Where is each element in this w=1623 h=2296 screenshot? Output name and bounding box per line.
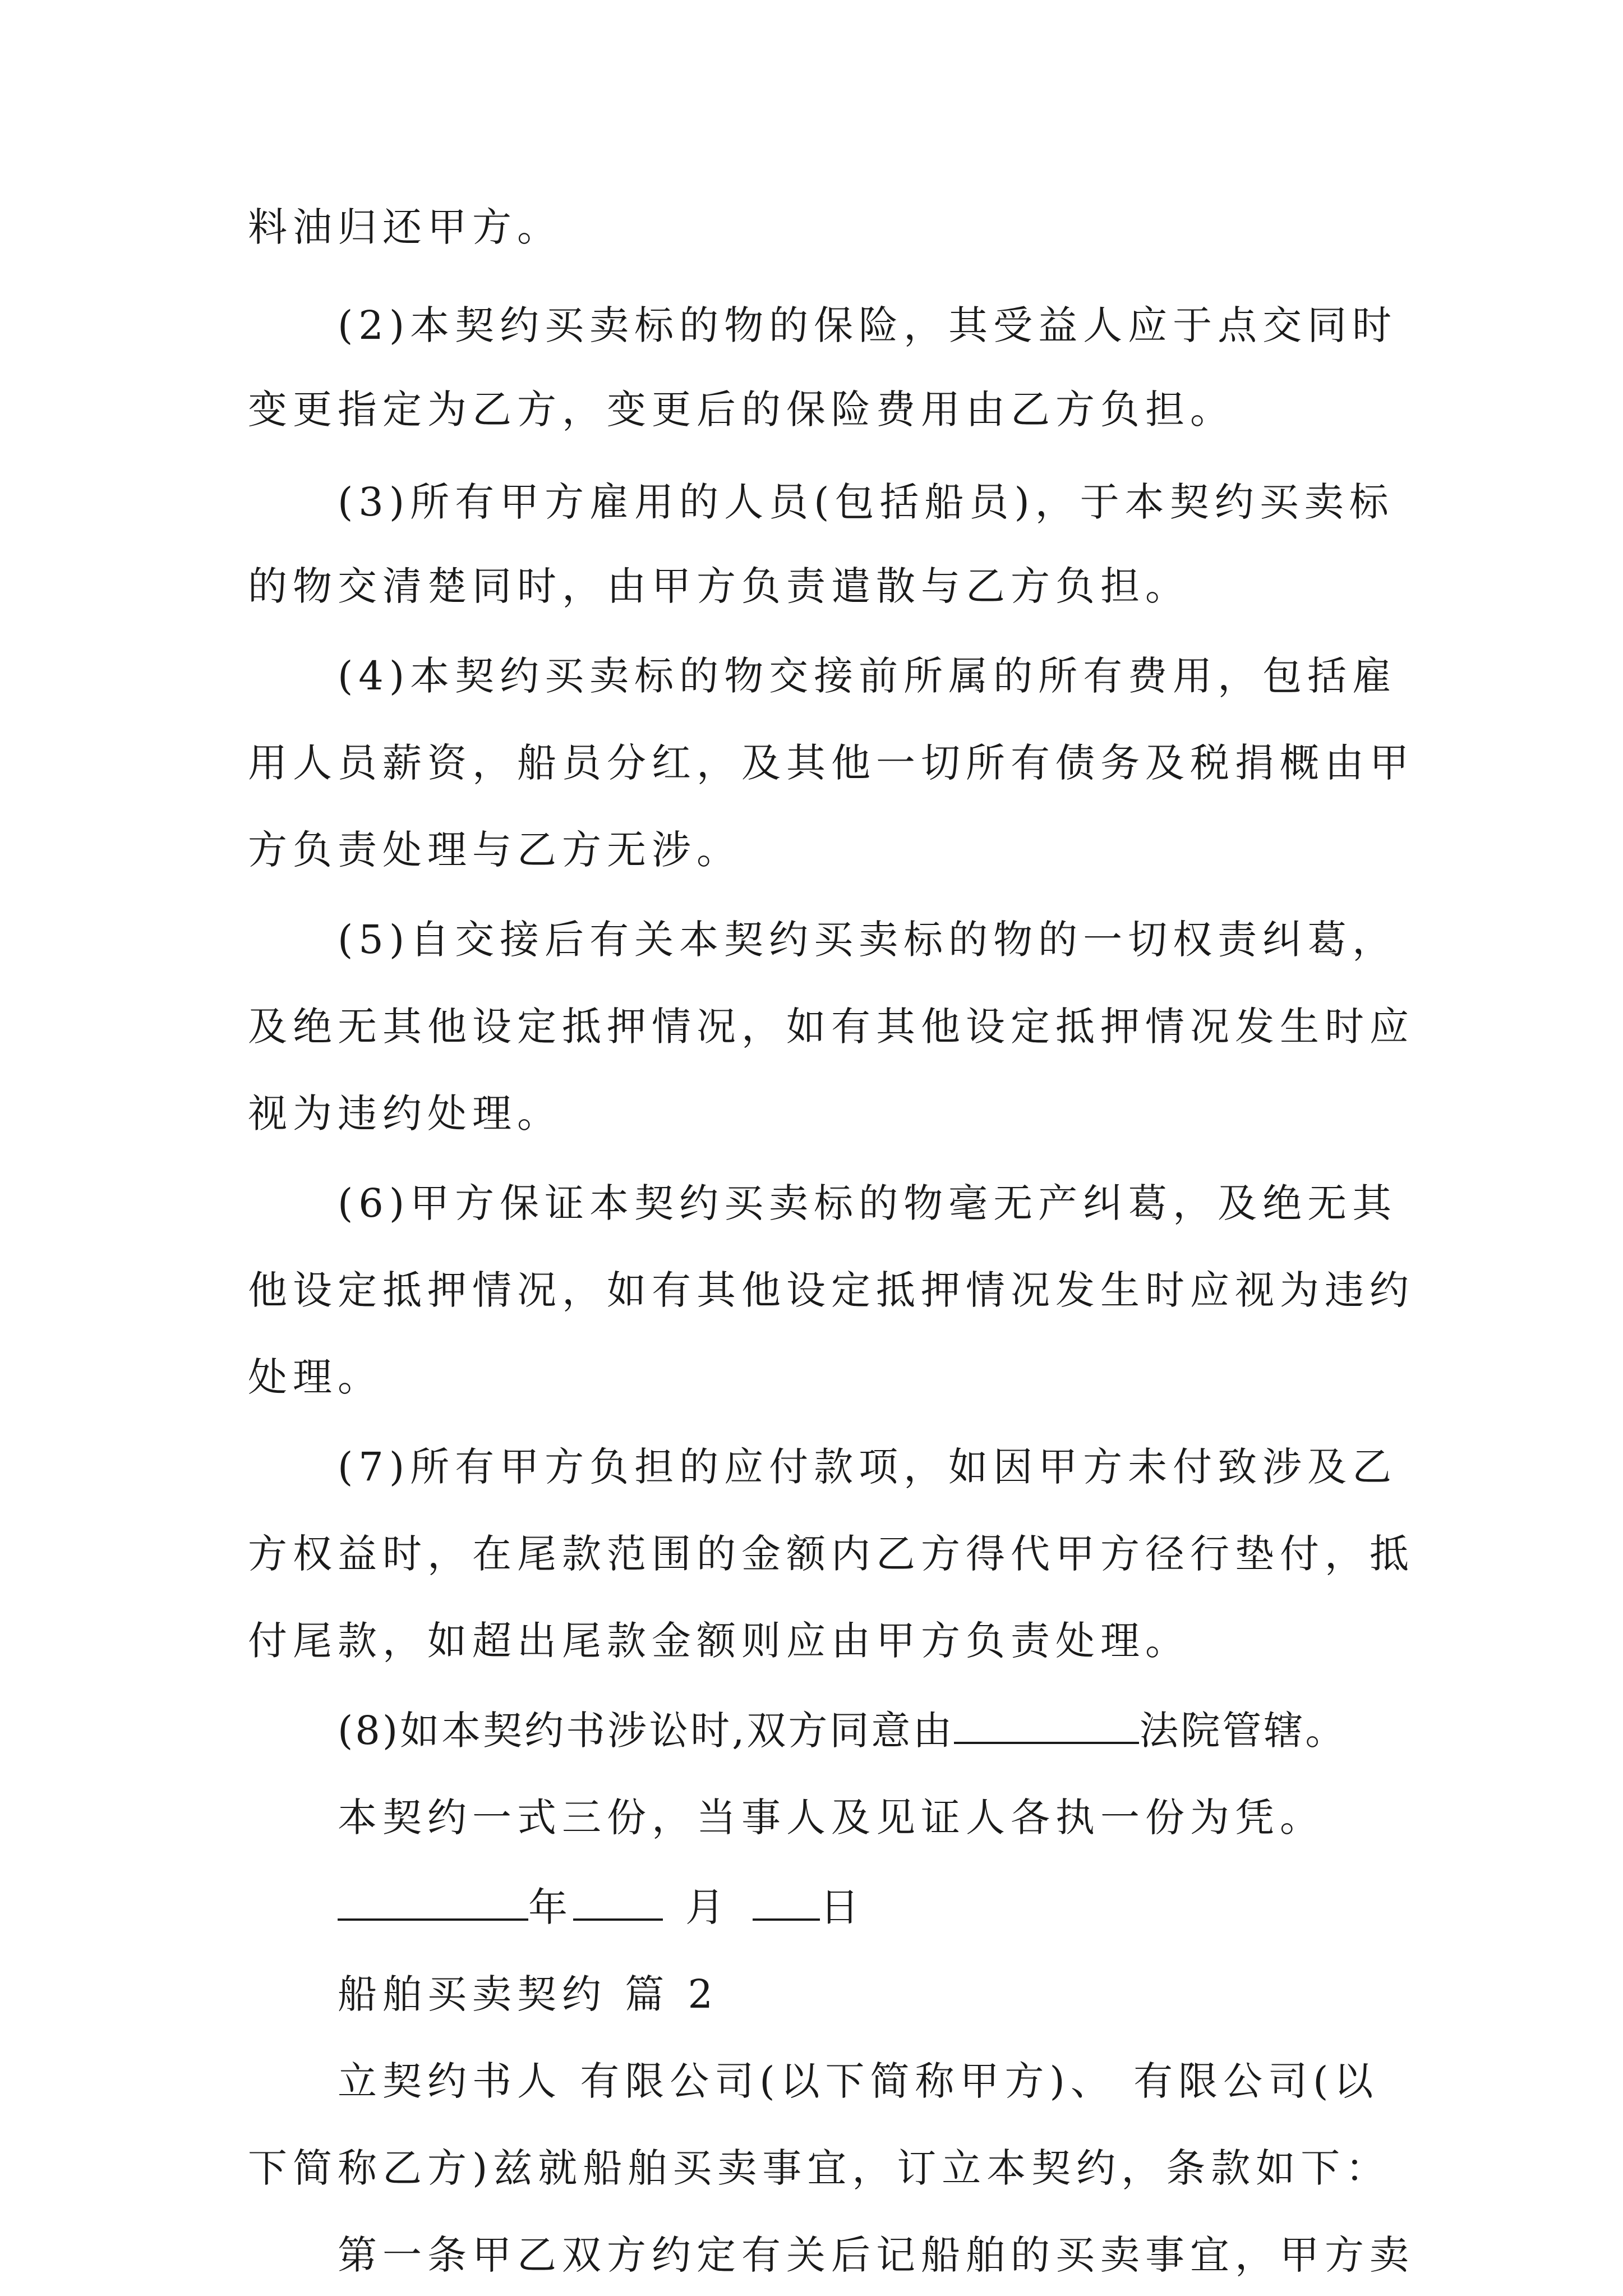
text-line: 视为违约处理。 xyxy=(248,1091,562,1137)
text-line: (6)甲方保证本契约买卖标的物毫无产纠葛，及绝无其 xyxy=(338,1180,1398,1226)
text-line: (3)所有甲方雇用的人员(包括船员)，于本契约买卖标 xyxy=(338,479,1394,525)
text-line: 用人员薪资，船员分红，及其他一切所有债务及税捐概由甲 xyxy=(248,740,1414,786)
day-label: 日 xyxy=(820,1884,865,1930)
section-title: 船舶买卖契约 篇 2 xyxy=(338,1971,719,2017)
court-jurisdiction-line xyxy=(338,1697,1347,1764)
month-label: 月 xyxy=(685,1884,730,1930)
text-line: 下简称乙方)兹就船舶买卖事宜，订立本契约，条款如下： xyxy=(248,2145,1391,2191)
month-blank xyxy=(573,1879,663,1921)
court-line-before: (8)如本契约书涉讼时,双方同意由 xyxy=(338,1708,955,1754)
text-line: 付尾款，如超出尾款金额则应由甲方负责处理。 xyxy=(248,1618,1190,1664)
year-label: 年 xyxy=(528,1884,573,1930)
text-line: 立契约书人 有限公司(以下简称甲方)、 有限公司(以 xyxy=(338,2058,1379,2104)
text-line: 的物交清楚同时，由甲方负责遣散与乙方负担。 xyxy=(248,563,1190,609)
day-blank xyxy=(753,1879,820,1921)
text-line: 方负责处理与乙方无涉。 xyxy=(248,827,741,873)
text-line: (5)自交接后有关本契约买卖标的物的一切权责纠葛， xyxy=(338,917,1398,963)
date-line xyxy=(338,1874,865,1941)
court-line-after: 法院管辖。 xyxy=(1139,1708,1347,1754)
text-line: 他设定抵押情况，如有其他设定抵押情况发生时应视为违约 xyxy=(248,1267,1414,1313)
text-line: 变更指定为乙方，变更后的保险费用由乙方负担。 xyxy=(248,386,1235,432)
text-line: 第一条甲乙双方约定有关后记船舶的买卖事宜，甲方卖 xyxy=(338,2232,1414,2278)
copies-line: 本契约一式三份，当事人及见证人各执一份为凭。 xyxy=(338,1795,1325,1841)
text-line: 料油归还甲方。 xyxy=(248,204,562,250)
court-name-blank xyxy=(954,1703,1139,1744)
text-line: 处理。 xyxy=(248,1354,382,1400)
text-line: (4)本契约买卖标的物交接前所属的所有费用，包括雇 xyxy=(338,653,1398,699)
text-line: (2)本契约买卖标的物的保险，其受益人应于点交同时 xyxy=(338,302,1398,348)
text-line: 方权益时，在尾款范围的金额内乙方得代甲方径行垫付，抵 xyxy=(248,1531,1414,1577)
text-line: (7)所有甲方负担的应付款项，如因甲方未付致涉及乙 xyxy=(338,1444,1398,1490)
year-blank xyxy=(338,1879,528,1921)
text-line: 及绝无其他设定抵押情况，如有其他设定抵押情况发生时应 xyxy=(248,1004,1414,1050)
